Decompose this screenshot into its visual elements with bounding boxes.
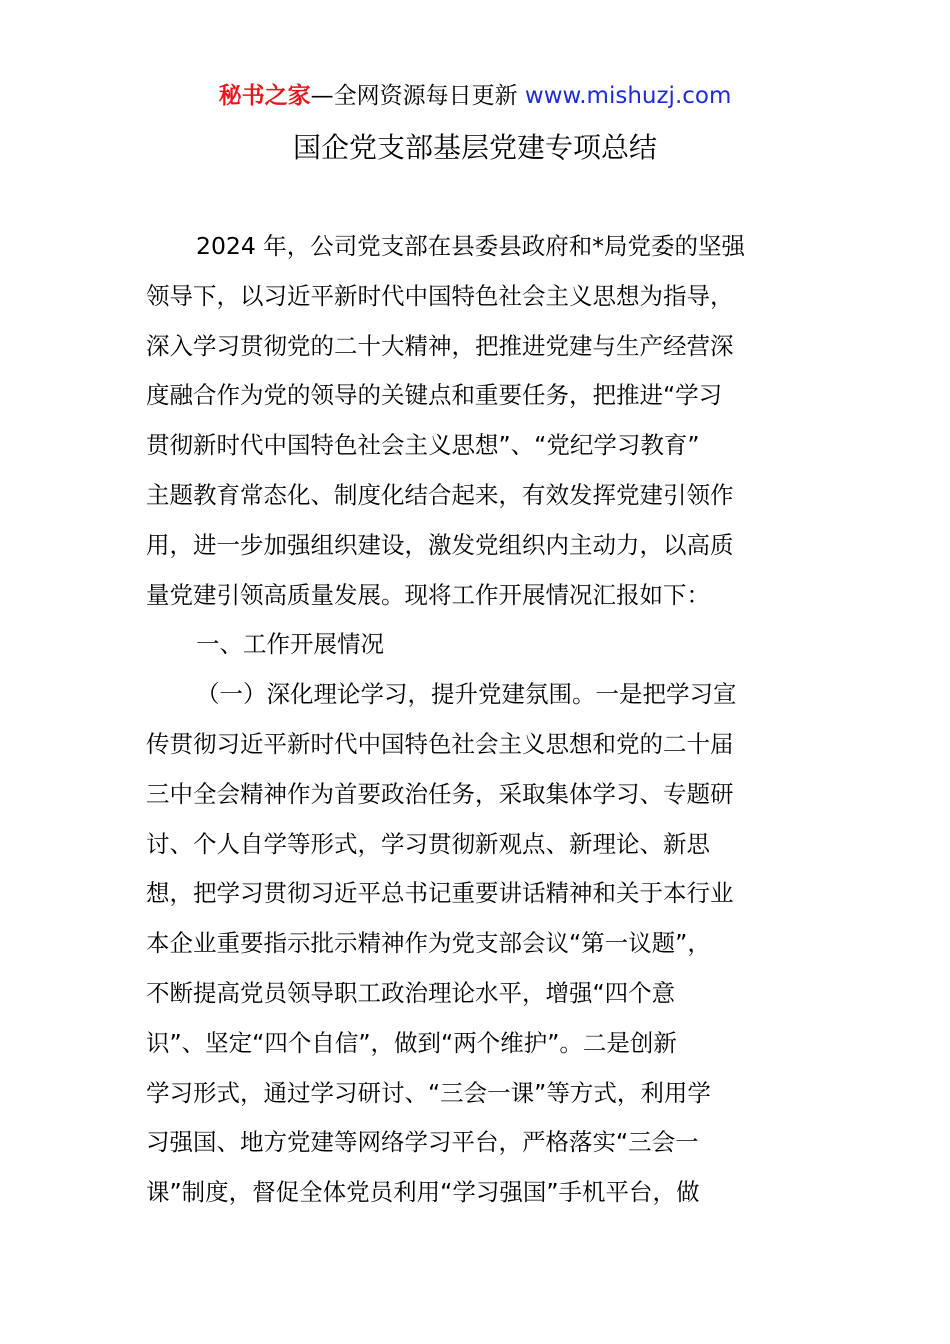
body-line: 量党建引领高质量发展。现将工作开展情况汇报如下： [146, 580, 710, 609]
document-title: 国企党支部基层党建专项总结 [292, 131, 657, 164]
body-line: 2024 年，公司党支部在县委县政府和*局党委的坚强 [196, 232, 746, 260]
body-line: （一）深化理论学习，提升党建氛围。一是把学习宣 [196, 680, 737, 709]
body-line: 课”制度，督促全体党员利用“学习强国”手机平台，做 [146, 1178, 700, 1207]
body-line: 讨、个人自学等形式，学习贯彻新观点、新理论、新思 [146, 829, 710, 858]
body-line: 本企业重要指示批示精神作为党支部会议“第一议题”， [146, 929, 711, 958]
body-line: 深入学习贯彻党的二十大精神，把推进党建与生产经营深 [146, 331, 734, 360]
body-line: 用，进一步加强组织建设，激发党组织内主动力，以高质 [146, 530, 734, 559]
body-line: 度融合作为党的领导的关键点和重要任务，把推进“学习 [146, 381, 723, 410]
site-brand: 秘书之家 [218, 83, 311, 109]
body-line: 三中全会精神作为首要政治任务，采取集体学习、专题研 [146, 779, 734, 808]
site-header [0, 80, 950, 112]
body-line: 主题教育常态化、制度化结合起来，有效发挥党建引领作 [146, 480, 734, 509]
body-line: 不断提高党员领导职工政治理论水平，增强“四个意 [146, 978, 676, 1007]
body-line: 想，把学习贯彻习近平总书记重要讲话精神和关于本行业 [146, 879, 734, 908]
site-url: www.mishuzj.com [524, 83, 732, 109]
body-line: 传贯彻习近平新时代中国特色社会主义思想和党的二十届 [146, 729, 734, 758]
body-line: 学习形式，通过学习研讨、“三会一课”等方式，利用学 [146, 1078, 711, 1107]
site-tagline: —全网资源每日更新 [310, 83, 518, 109]
body-line: 贯彻新时代中国特色社会主义思想”、“党纪学习教育” [146, 431, 700, 460]
body-line: 习强国、地方党建等网络学习平台，严格落实“三会一 [146, 1128, 699, 1157]
body-line: 识”、坚定“四个自信”，做到“两个维护”。二是创新 [146, 1028, 677, 1057]
body-line: 一、工作开展情况 [196, 630, 384, 659]
document-body [146, 222, 826, 1218]
body-line: 领导下，以习近平新时代中国特色社会主义思想为指导， [146, 281, 734, 310]
